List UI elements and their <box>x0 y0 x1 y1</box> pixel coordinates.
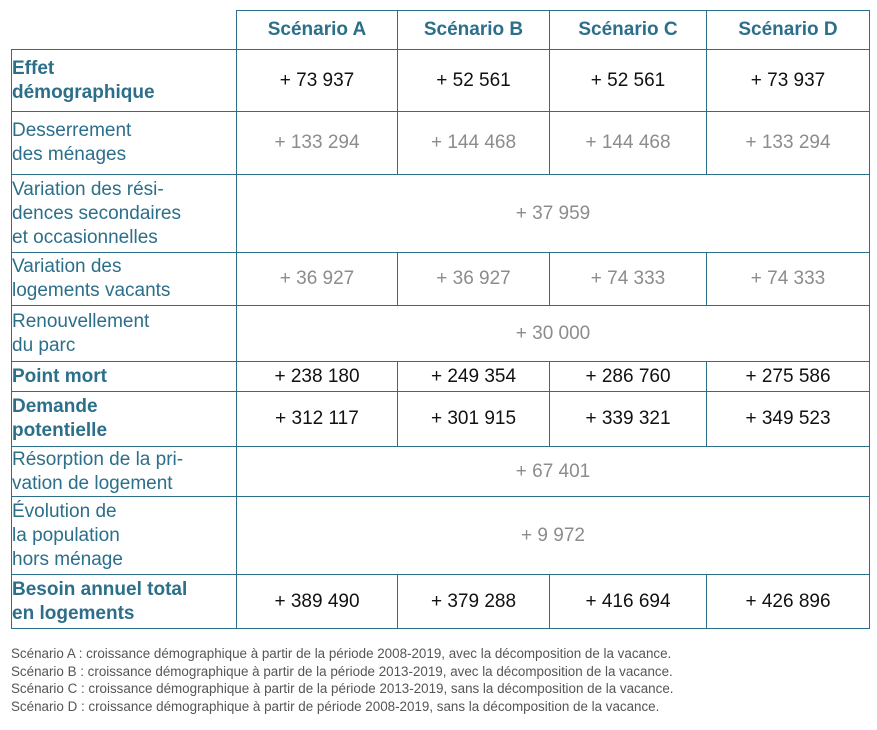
row-label-line: Desserrement <box>12 120 132 141</box>
row-label-line: Demande <box>12 396 98 417</box>
row-label <box>12 497 237 575</box>
cell-value: + 36 927 <box>237 253 398 306</box>
table-row <box>12 50 870 112</box>
footnote: Scénario C : croissance démographique à partir de la période 2013-2019, sans la décomposition de la vacance. <box>11 681 674 696</box>
table-row <box>12 362 870 392</box>
header-row <box>12 11 870 50</box>
cell-value: + 249 354 <box>398 362 550 392</box>
row-label <box>12 112 237 175</box>
cell-value: + 144 468 <box>398 112 550 175</box>
row-label-line: hors ménage <box>12 548 123 570</box>
footnotes <box>11 645 871 715</box>
row-label <box>12 575 237 629</box>
cell-value: + 144 468 <box>550 112 707 175</box>
row-label-line: Résorption de la pri- <box>12 448 184 470</box>
row-label <box>12 392 237 447</box>
row-label <box>12 447 237 497</box>
row-label-line: vation de logement <box>12 472 173 494</box>
cell-value: + 379 288 <box>398 575 550 629</box>
cell-value: + 74 333 <box>550 253 707 306</box>
row-label-line: Variation des rési- <box>12 178 164 200</box>
row-label-line: Point mort <box>12 365 107 387</box>
cell-value: + 275 586 <box>707 362 870 392</box>
cell-value: + 349 523 <box>707 392 870 447</box>
merged-cell-value: + 30 000 <box>237 306 870 362</box>
row-label-line: logements vacants <box>12 280 171 301</box>
row-label-line: potentielle <box>12 420 108 441</box>
cell-value: + 301 915 <box>398 392 550 447</box>
cell-value: + 133 294 <box>237 112 398 175</box>
footnote: Scénario A : croissance démographique à partir de la période 2008-2019, avec la décomposition de la vacance. <box>11 646 672 661</box>
row-label-line: des ménages <box>12 144 127 165</box>
merged-cell-value: + 9 972 <box>237 497 870 575</box>
cell-value: + 73 937 <box>237 50 398 112</box>
footnote: Scénario D : croissance démographique à partir de période 2008-2019, sans la décomposition de la vacance. <box>11 698 660 714</box>
row-label-line: en logements <box>12 602 135 624</box>
table-row <box>12 306 870 362</box>
cell-value: + 339 321 <box>550 392 707 447</box>
table-row <box>12 447 870 497</box>
housing-needs-table <box>11 10 870 629</box>
table-row <box>12 112 870 175</box>
footnote: Scénario B : croissance démographique à partir de la période 2013-2019, avec la décomposition de la vacance. <box>11 663 673 679</box>
row-label-line: et occasionnelles <box>12 226 158 248</box>
table-row <box>12 497 870 575</box>
row-label-line: Renouvellement <box>12 310 150 332</box>
column-header-scenario-a: Scénario A <box>237 11 398 50</box>
column-header-scenario-d: Scénario D <box>707 11 870 50</box>
cell-value: + 52 561 <box>398 50 550 112</box>
cell-value: + 426 896 <box>707 575 870 629</box>
row-label <box>12 253 237 306</box>
row-label-line: Évolution de <box>12 500 117 522</box>
table-row <box>12 575 870 629</box>
column-header-scenario-b: Scénario B <box>398 11 550 50</box>
table-row <box>12 253 870 306</box>
row-label-line: Besoin annuel total <box>12 578 188 600</box>
row-label-line: dences secondaires <box>12 202 181 224</box>
row-label-line: Effet <box>12 57 55 79</box>
row-label <box>12 50 237 112</box>
cell-value: + 74 333 <box>707 253 870 306</box>
header-corner <box>12 11 237 50</box>
row-label-line: Variation des <box>12 256 122 277</box>
row-label-line: du parc <box>12 334 76 356</box>
cell-value: + 133 294 <box>707 112 870 175</box>
merged-cell-value: + 37 959 <box>237 175 870 253</box>
cell-value: + 286 760 <box>550 362 707 392</box>
cell-value: + 73 937 <box>707 50 870 112</box>
cell-value: + 312 117 <box>237 392 398 447</box>
row-label-line: démographique <box>12 81 155 103</box>
cell-value: + 389 490 <box>237 575 398 629</box>
row-label <box>12 175 237 253</box>
table-row <box>12 175 870 253</box>
cell-value: + 416 694 <box>550 575 707 629</box>
cell-value: + 52 561 <box>550 50 707 112</box>
column-header-scenario-c: Scénario C <box>550 11 707 50</box>
row-label <box>12 362 237 392</box>
table-row <box>12 392 870 447</box>
row-label-line: la population <box>12 524 120 546</box>
cell-value: + 238 180 <box>237 362 398 392</box>
row-label <box>12 306 237 362</box>
merged-cell-value: + 67 401 <box>237 447 870 497</box>
cell-value: + 36 927 <box>398 253 550 306</box>
